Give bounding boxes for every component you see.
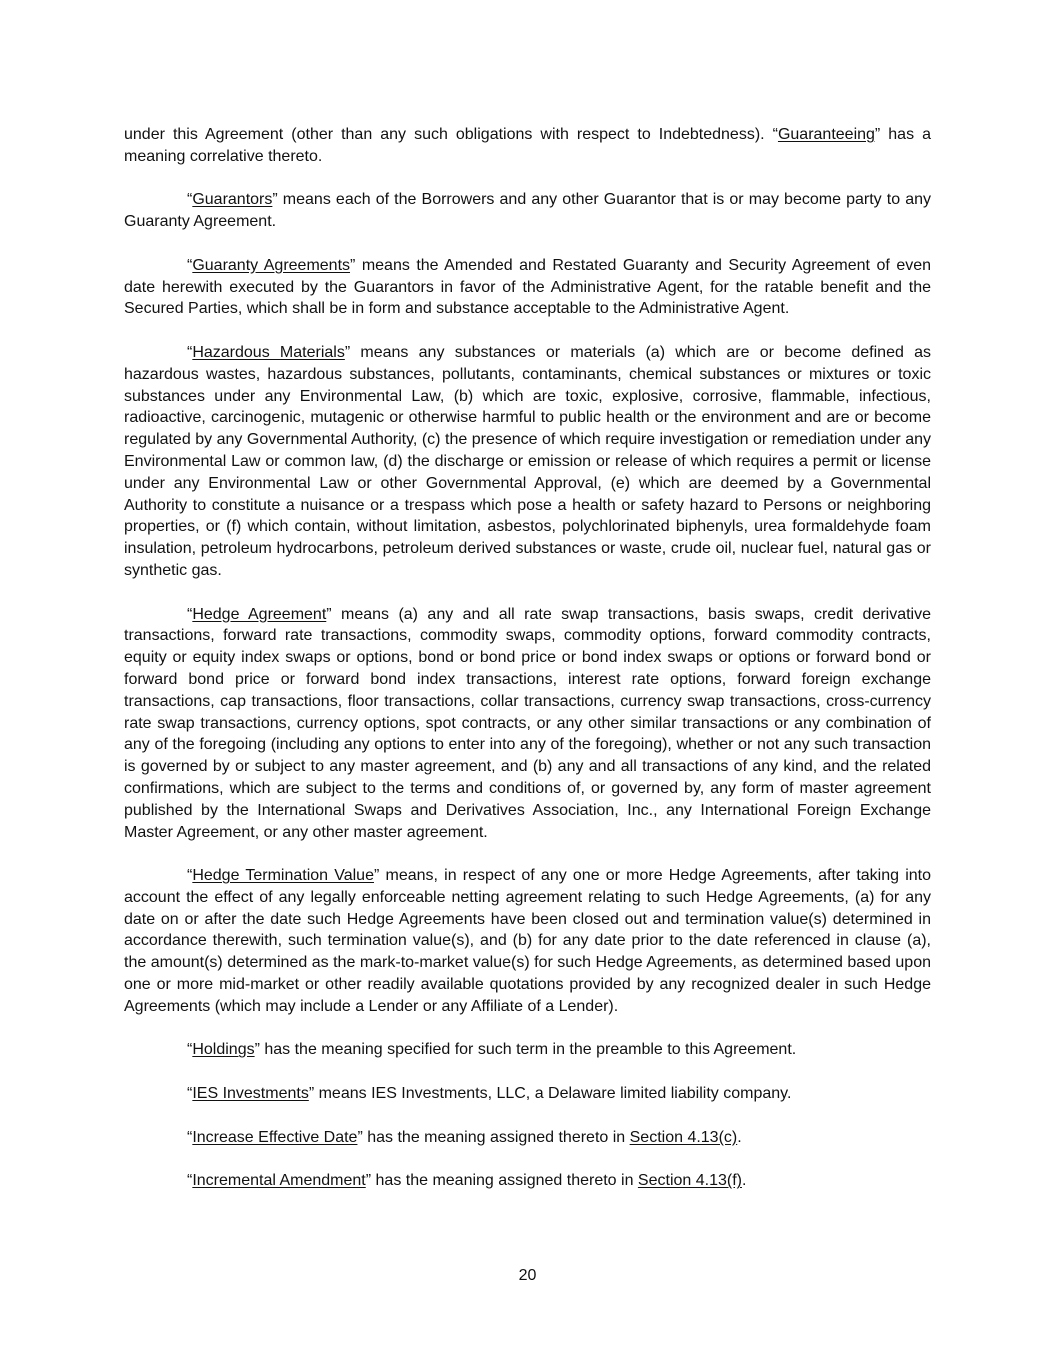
- defined-term-hedge-termination-value: Hedge Termination Value: [192, 867, 374, 885]
- definition-hazardous-materials: [124, 342, 931, 582]
- page-number: 20: [518, 1267, 537, 1284]
- defined-term-holdings: Holdings: [192, 1041, 255, 1059]
- definition-text: ” means, in respect of any one or more Hedge Agreements, after taking into account the effect of any legally enforceable netting agreement relating to such Hedge Agreements, (a) for any date on or after the date such Hedge Agreements have been closed out and termination value(s) determined in accordance therewith, such termination value(s), and (b) for any date prior to the date referenced in clause (a), the amount(s) determined as the mark-to-market value(s) for such Hedge Agreements, as determined based upon one or more mid-market or other readily available quotations provided by any recognized dealer in such Hedge Agreements (which may include a Lender or any Affiliate of a Lender).: [124, 867, 931, 1015]
- definition-text: ” has the meaning assigned thereto in: [365, 1172, 638, 1190]
- section-reference-4-13-c: Section 4.13(c): [629, 1128, 738, 1146]
- definition-guaranty-agreements: [124, 255, 931, 320]
- document-page: [124, 124, 931, 1214]
- definition-text: ” means the Amended and Restated Guaranty and Security Agreement of even date herewith executed by the Guarantors in favor of the Administrative Agent, for the ratable benefit and the Secured Parties, which shall be in form and substance acceptable to the Administrative Agent.: [124, 256, 932, 318]
- definition-text: ” means each of the Borrowers and any other Guarantor that is or may become party to any Guaranty Agreement.: [124, 191, 931, 231]
- paragraph-guaranteeing: [124, 124, 931, 168]
- paragraph-text: ” has a meaning correlative thereto.: [124, 126, 931, 165]
- definition-text: ” means (a) any and all rate swap transactions, basis swaps, credit derivative transactions, forward rate transactions, commodity swaps, commodity options, forward commodity contracts, equity or equity index swaps or options, bond or bond price or bond index swaps or options or forward bond or forward bond price or forward bond index transactions, interest rate options, forward foreign exchange transactions, cap transactions, floor transactions, collar transactions, currency swap transactions, cross-currency rate swap transactions, currency options, spot contracts, or any other similar transactions or any combination of any of the foregoing (including any options to enter into any of the foregoing), whether or not any such transaction is governed by or subject to any master agreement, and (b) any and all transactions of any kind, and the related confirmations, which are subject to the terms and conditions of, or governed by, any form of master agreement published by the International Swaps and Derivatives Association, Inc., any International Foreign Exchange Master Agreement, or any other master agreement.: [124, 605, 931, 841]
- paragraph-text: under this Agreement (other than any such obligations with respect to Indebtedness). “: [124, 126, 778, 143]
- open-quote: “: [187, 1128, 193, 1146]
- defined-term-guarantors: Guarantors: [192, 191, 273, 209]
- open-quote: “: [187, 1041, 193, 1059]
- open-quote: “: [187, 605, 193, 623]
- defined-term-increase-effective-date: Increase Effective Date: [192, 1128, 358, 1146]
- definition-ies-investments: [124, 1083, 931, 1105]
- open-quote: “: [187, 343, 193, 361]
- definition-holdings: [124, 1039, 931, 1061]
- open-quote: “: [187, 191, 193, 209]
- open-quote: “: [187, 256, 193, 274]
- open-quote: “: [187, 1172, 193, 1190]
- definition-text: ” has the meaning assigned thereto in: [357, 1128, 630, 1146]
- defined-term-guaranteeing: Guaranteeing: [777, 126, 875, 143]
- defined-term-hazardous-materials: Hazardous Materials: [192, 343, 345, 361]
- defined-term-ies-investments: IES Investments: [192, 1085, 309, 1103]
- definition-hedge-termination-value: [124, 865, 931, 1018]
- definition-end: .: [741, 1172, 747, 1190]
- definition-incremental-amendment: [124, 1170, 931, 1192]
- open-quote: “: [187, 1085, 193, 1103]
- open-quote: “: [187, 867, 193, 885]
- definition-end: .: [737, 1128, 742, 1146]
- definition-increase-effective-date: [124, 1127, 931, 1149]
- definition-text: ” has the meaning specified for such term in the preamble to this Agreement.: [254, 1041, 797, 1059]
- defined-term-hedge-agreement: Hedge Agreement: [192, 605, 327, 623]
- definition-hedge-agreement: [124, 604, 931, 844]
- definition-text: ” means IES Investments, LLC, a Delaware limited liability company.: [308, 1085, 792, 1103]
- definition-text: ” means any substances or materials (a) which are or become defined as hazardous wastes, hazardous substances, pollutants, contaminants, chemical substances or mixtures or toxic substances under any Environmental Law, (b) which are toxic, explosive, corrosive, flammable, infectious, radioactive, carcinogenic, mutagenic or otherwise harmful to public health or the environment and are or become regulated by any Governmental Authority, (c) the presence of which require investigation or remediation under any Environmental Law or common law, (d) the discharge or emission or release of which requires a permit or license under any Environmental Law or other Governmental Approval, (e) which are deemed by a Governmental Authority to constitute a nuisance or a trespass which pose a health or safety hazard to Persons or neighboring properties, or (f) which contain, without limitation, asbestos, polychlorinated biphenyls, urea formaldehyde foam insulation, petroleum hydrocarbons, petroleum derived substances or waste, crude oil, nuclear fuel, natural gas or synthetic gas.: [124, 343, 931, 579]
- defined-term-guaranty-agreements: Guaranty Agreements: [192, 256, 351, 274]
- defined-term-incremental-amendment: Incremental Amendment: [192, 1172, 366, 1190]
- definition-guarantors: [124, 189, 931, 233]
- section-reference-4-13-f: Section 4.13(f): [637, 1172, 742, 1190]
